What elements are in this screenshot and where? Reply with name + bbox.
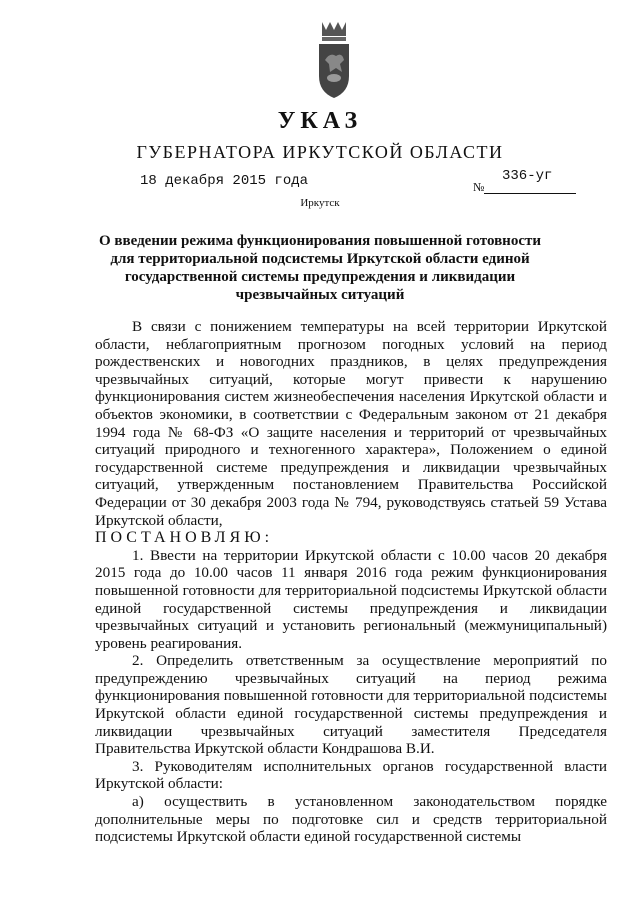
document-subtitle: ГУБЕРНАТОРА ИРКУТСКОЙ ОБЛАСТИ	[136, 142, 504, 162]
document-title: УКАЗ	[277, 108, 363, 134]
document-heading: О введении режима функционирования повышенной готовности для территориальной подсистемы Иркутской области единой государственной системы предупреждения и ликвидации чрезвычайных ситуаций	[99, 233, 541, 303]
item-3-paragraph: 3. Руководителям исполнительных органов государственной власти Иркутской области:	[95, 757, 607, 793]
item-2-paragraph: 2. Определить ответственным за осуществление мероприятий по предупреждению чрезвычайных ситуаций на период режима функционирования повышенной готовности для территориальной подсистемы Иркутской области единой государственной системы предупреждения и ликвидации чрезвычайных ситуаций заместителя Председателя Правительства Иркутской области Кондрашова В.И.	[95, 652, 607, 758]
number-underline	[484, 193, 576, 194]
item-3a-paragraph: а) осуществить в установленном законодательством порядке дополнительные меры по подготовке сил и средств территориальной подсистемы Иркутской области единой государственной системы	[95, 793, 607, 846]
document-city: Иркутск	[300, 197, 340, 209]
preamble-paragraph: В связи с понижением температуры на всей территории Иркутской области, неблагоприятным прогнозом погодных условий на период рождественских и новогодних праздников, в целях предупреждения чрезвычайных ситуаций, которые могут привести к нарушению функционирования систем жизнеобеспечения населения Иркутской области и объектов экономики, в соответствии с Федеральным законом от 21 декабря 1994 года № 68-ФЗ «О защите населения и территорий от чрезвычайных ситуаций природного и техногенного характера», Положением о единой государственной системе предупреждения и ликвидации чрезвычайных ситуаций, утвержденным постановлением Правительства Российской Федерации от 30 декабря 2003 года № 794, руководствуясь статьей 59 Устава Иркутской области,	[95, 318, 607, 529]
item-1-paragraph: 1. Ввести на территории Иркутской области с 10.00 часов 20 декабря 2015 года до 10.00 часов 11 января 2016 года режим функционирования повышенной готовности для территориальной подсистемы Иркутской области единой государственной системы предупреждения и ликвидации чрезвычайных ситуаций и установить региональный (межмуниципальный) уровень реагирования.	[95, 546, 607, 652]
decree-word: ПОСТАНОВЛЯЮ:	[95, 529, 274, 547]
document-body	[95, 318, 607, 846]
number-label: №	[473, 180, 485, 194]
document-date: 18 декабря 2015 года	[140, 173, 309, 189]
irkutsk-coat-of-arms-icon	[316, 20, 352, 100]
document-number: 336-уг	[502, 168, 553, 184]
